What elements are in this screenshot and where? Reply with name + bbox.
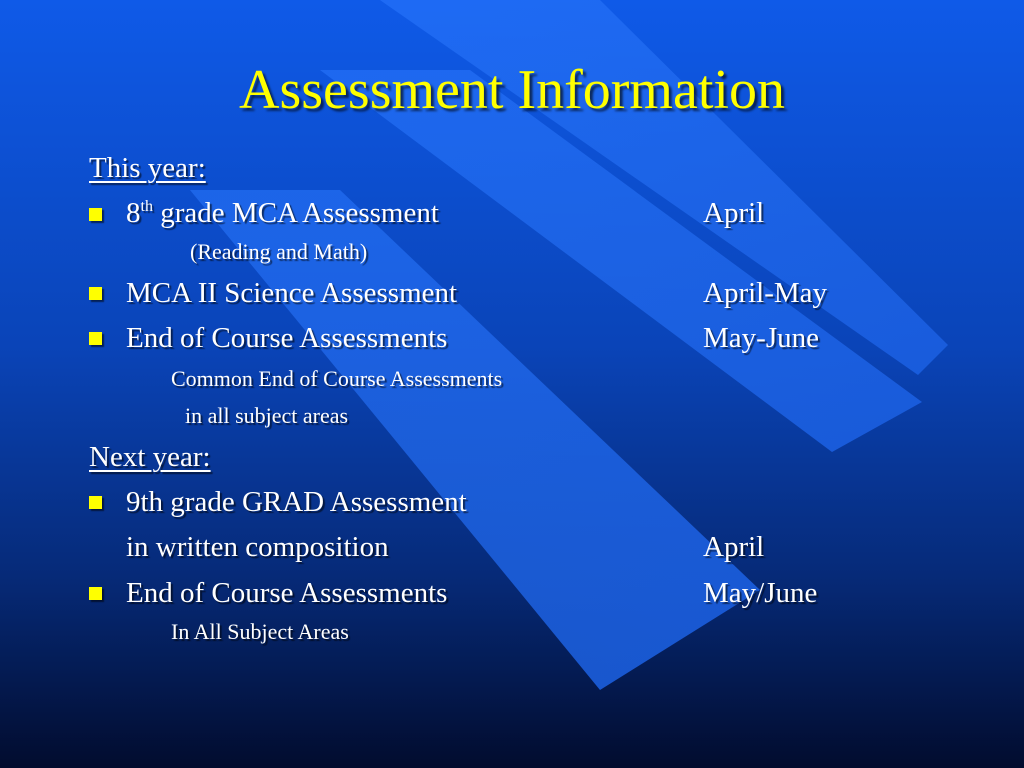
this-year-item-2-label: MCA II Science Assessment bbox=[126, 277, 458, 309]
this-year-item-3-label: End of Course Assessments bbox=[126, 322, 448, 354]
this-year-item-1-date: April bbox=[703, 197, 765, 229]
this-year-item-1-label: 8th grade MCA Assessment bbox=[126, 197, 439, 229]
next-year-item-2-label: End of Course Assessments bbox=[126, 577, 448, 609]
next-year-item-1-label: 9th grade GRAD Assessment bbox=[126, 486, 467, 518]
bullet-icon bbox=[89, 287, 102, 300]
this-year-item-3-note-1: Common End of Course Assessments bbox=[171, 366, 503, 391]
slide-title: Assessment Information bbox=[239, 59, 785, 121]
this-year-heading: This year: bbox=[89, 152, 206, 184]
next-year-item-1-continuation: in written composition bbox=[126, 531, 389, 563]
next-year-item-1-date: April bbox=[703, 531, 765, 563]
next-year-heading: Next year: bbox=[89, 441, 211, 473]
this-year-item-1-note: (Reading and Math) bbox=[190, 239, 368, 264]
next-year-item-2-note: In All Subject Areas bbox=[171, 619, 349, 644]
bullet-icon bbox=[89, 587, 102, 600]
this-year-item-3-date: May-June bbox=[703, 322, 819, 354]
bullet-icon bbox=[89, 332, 102, 345]
bullet-icon bbox=[89, 208, 102, 221]
this-year-item-3-note-2: in all subject areas bbox=[185, 403, 349, 428]
next-year-item-2-date: May/June bbox=[703, 577, 818, 609]
this-year-item-2-date: April-May bbox=[703, 277, 828, 309]
bullet-icon bbox=[89, 496, 102, 509]
